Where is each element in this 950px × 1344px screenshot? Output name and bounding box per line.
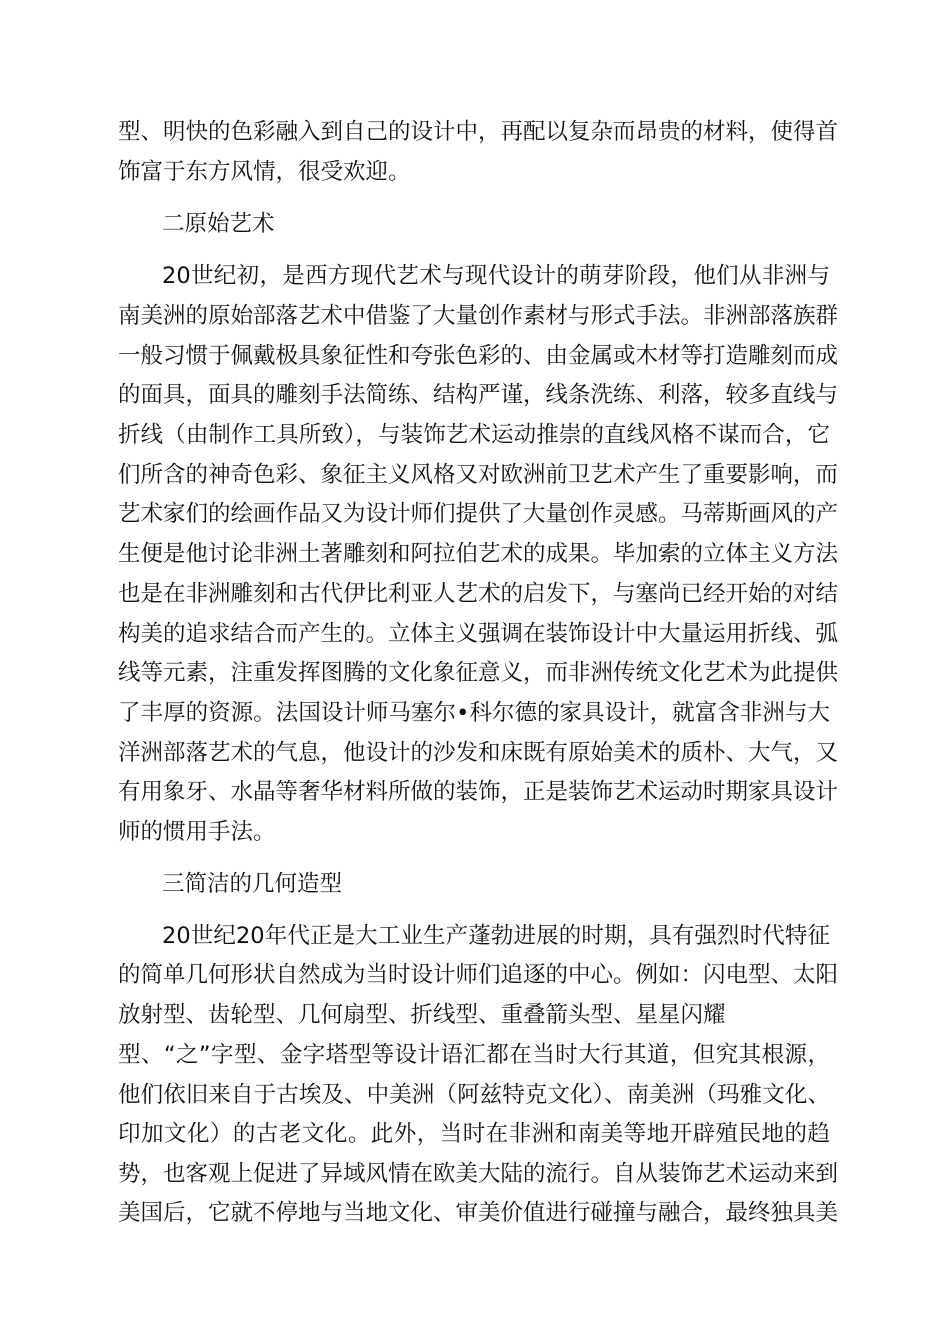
paragraph-line: 构美的追求结合而产生的。立体主义强调在装饰设计中大量运用折线、弧	[118, 621, 839, 647]
paragraph-line: 型、“之”字型、金字塔型等设计语汇都在当时大行其道，但究其根源，	[118, 1042, 830, 1068]
paragraph-line: 的面具，面具的雕刻手法简练、结构严谨，线条洗练、利落，较多直线与	[118, 382, 839, 408]
paragraph-line: 艺术家们的绘画作品又为设计师们提供了大量创作灵感。马蒂斯画风的产	[118, 501, 839, 527]
section-heading-geometric: 三简洁的几何造型	[162, 871, 343, 897]
paragraph-line: 折线（由制作工具所致），与装饰艺术运动推崇的直线风格不谋而合，它	[118, 422, 830, 448]
paragraph-line: 也是在非洲雕刻和古代伊比利亚人艺术的启发下，与塞尚已经开始的对结	[118, 581, 839, 607]
paragraph-line: 印加文化）的古老文化。此外，当时在非洲和南美等地开辟殖民地的趋	[118, 1121, 830, 1147]
paragraph-line: 的简单几何形状自然成为当时设计师们追逐的中心。例如：闪电型、太阳	[118, 962, 839, 988]
paragraph-line: 一般习惯于佩戴极具象征性和夸张色彩的、由金属或木材等打造雕刻而成	[118, 343, 839, 369]
paragraph-line: 放射型、齿轮型、几何扇型、折线型、重叠箭头型、星星闪耀	[118, 1002, 726, 1028]
paragraph-line: 们所含的神奇色彩、象征主义风格又对欧洲前卫艺术产生了重要影响，而	[118, 462, 839, 488]
paragraph-line: 型、明快的色彩融入到自己的设计中，再配以复杂而昂贵的材料，使得首	[118, 119, 839, 145]
paragraph-line: 势，也客观上促进了异域风情在欧美大陆的流行。自从装饰艺术运动来到	[118, 1161, 839, 1187]
paragraph-line: 师的惯用手法。	[118, 819, 276, 845]
paragraph-line: 生便是他讨论非洲土著雕刻和阿拉伯艺术的成果。毕加索的立体主义方法	[118, 541, 839, 567]
paragraph-line: 美国后，它就不停地与当地文化、审美价值进行碰撞与融合，最终独具美	[118, 1200, 839, 1226]
paragraph-line: 洋洲部落艺术的气息，他设计的沙发和床既有原始美术的质朴、大气，又	[118, 740, 839, 766]
paragraph-line: 了丰厚的资源。法国设计师马塞尔•科尔德的家具设计，就富含非洲与大	[118, 700, 830, 726]
paragraph-line: 有用象牙、水晶等奢华材料所做的装饰，正是装饰艺术运动时期家具设计	[118, 779, 839, 805]
paragraph-line: 线等元素，注重发挥图腾的文化象征意义，而非洲传统文化艺术为此提供	[118, 660, 839, 686]
paragraph-line: 20世纪初，是西方现代艺术与现代设计的萌芽阶段，他们从非洲与	[162, 263, 830, 289]
paragraph-line: 南美洲的原始部落艺术中借鉴了大量创作素材与形式手法。非洲部落族群	[118, 303, 839, 329]
section-heading-primitive-art: 二原始艺术	[162, 211, 275, 237]
paragraph-line: 他们依旧来自于古埃及、中美洲（阿兹特克文化）、南美洲（玛雅文化、	[118, 1082, 830, 1108]
paragraph-line: 20世纪20年代正是大工业生产蓬勃进展的时期，具有强烈时代特征	[162, 923, 830, 949]
paragraph-line: 饰富于东方风情，很受欢迎。	[118, 159, 411, 185]
